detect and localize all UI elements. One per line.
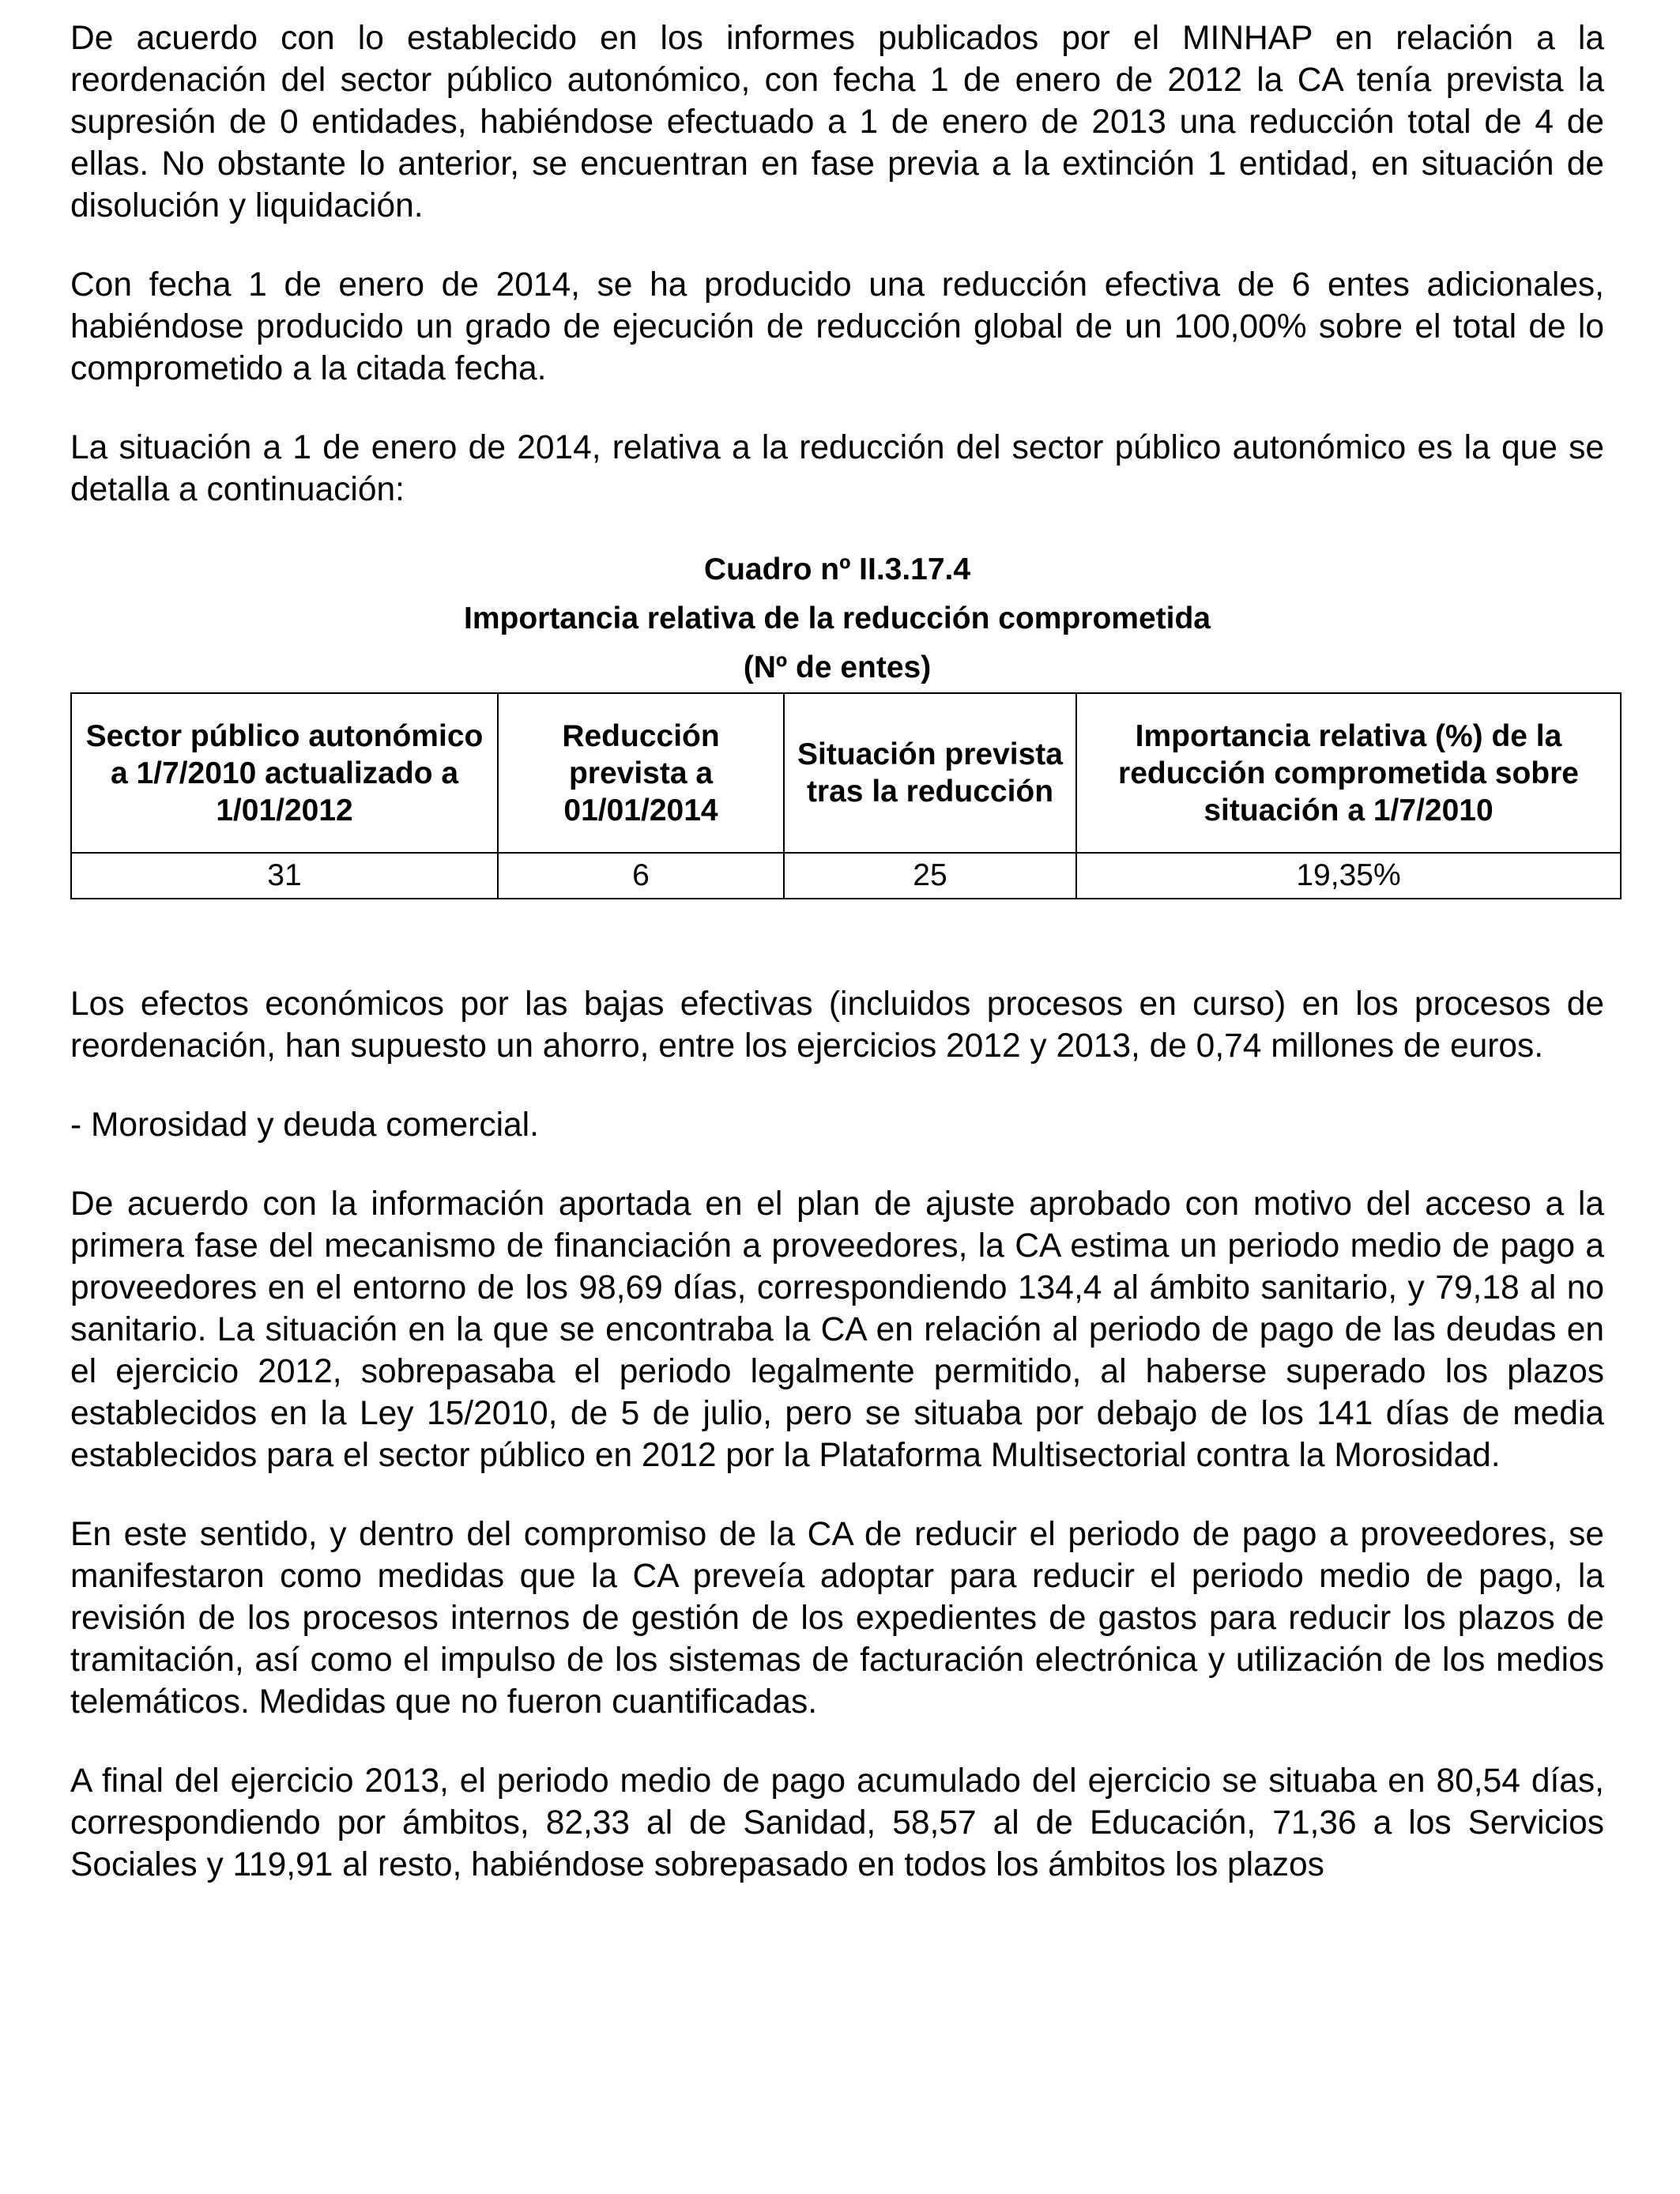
- reduction-table: [70, 692, 1622, 899]
- table-header-row: [71, 693, 1621, 853]
- paragraph-efectos-economicos: Los efectos económicos por las bajas efectivas (incluidos procesos en curso) en los procesos de reordenación, han supuesto un ahorro, entre los ejercicios 2012 y 2013, de 0,74 millones de euros.: [70, 986, 1604, 1065]
- section-heading-morosidad: - Morosidad y deuda comercial.: [70, 1106, 539, 1144]
- paragraph-reduccion-2014: Con fecha 1 de enero de 2014, se ha producido una reducción efectiva de 6 entes adicionales, habiéndose producido un grado de ejecución de reducción global de un 100,00% sobre el total de lo comprometido a la citada fecha.: [70, 266, 1604, 387]
- table-unit: (Nº de entes): [743, 650, 932, 684]
- cell-importancia-relativa: 19,35%: [1076, 853, 1621, 899]
- header-situacion-prevista: Situación prevista tras la reducción: [784, 693, 1076, 853]
- paragraph-reordenacion: De acuerdo con lo establecido en los informes publicados por el MINHAP en relación a la reordenación del sector público autonómico, con fecha 1 de enero de 2012 la CA tenía prevista la supresión de 0 entidades, habiéndose efectuado a 1 de enero de 2013 una reducción total de 4 de ellas. No obstante lo anterior, se encuentran en fase previa a la extinción 1 entidad, en situación de disolución y liquidación.: [70, 20, 1604, 224]
- paragraph-final-ejercicio: A final del ejercicio 2013, el periodo medio de pago acumulado del ejercicio se situaba en 80,54 días, correspondiendo por ámbitos, 82,33 al de Sanidad, 58,57 al de Educación, 71,36 a los Servicios Sociales y 119,91 al resto, habiéndose sobrepasado en todos los ámbitos los plazos: [70, 1762, 1604, 1883]
- table-row: [71, 853, 1621, 899]
- paragraph-plan-ajuste: De acuerdo con la información aportada en el plan de ajuste aprobado con motivo del acceso a la primera fase del mecanismo de financiación a proveedores, la CA estima un periodo medio de pago a proveedores en el entorno de los 98,69 días, correspondiendo 134,4 al ámbito sanitario, y 79,18 al no sanitario. La situación en la que se encontraba la CA en relación al periodo de pago de las deudas en el ejercicio 2012, sobrepasaba el periodo legalmente permitido, al haberse superado los plazos establecidos en la Ley 15/2010, de 5 de julio, pero se situaba por debajo de los 141 días de media establecidos para el sector público en 2012 por la Plataforma Multisectorial contra la Morosidad.: [70, 1186, 1604, 1474]
- cell-situacion-prevista: 25: [784, 853, 1076, 899]
- paragraph-situacion: La situación a 1 de enero de 2014, relativa a la reducción del sector público autonómico es la que se detalla a continuación:: [70, 429, 1604, 508]
- paragraph-compromiso: En este sentido, y dentro del compromiso de la CA de reducir el periodo de pago a proveedores, se manifestaron como medidas que la CA preveía adoptar para reducir el periodo medio de pago, la revisión de los procesos internos de gestión de los expedientes de gastos para reducir los plazos de tramitación, así como el impulso de los sistemas de facturación electrónica y utilización de los medios telemáticos. Medidas que no fueron cuantificadas.: [70, 1516, 1604, 1721]
- document-page: [70, 17, 1604, 1886]
- table-title: Importancia relativa de la reducción comprometida: [464, 601, 1211, 635]
- header-reduccion-prevista: Reducción prevista a 01/01/2014: [498, 693, 784, 853]
- table-caption: [70, 545, 1604, 692]
- table-number: Cuadro nº II.3.17.4: [703, 552, 971, 586]
- cell-reduccion-prevista: 6: [498, 853, 784, 899]
- cell-sector-publico: 31: [71, 853, 498, 899]
- header-importancia-relativa: Importancia relativa (%) de la reducción comprometida sobre situación a 1/7/2010: [1076, 693, 1621, 853]
- header-sector-publico: Sector público autonómico a 1/7/2010 actualizado a 1/01/2012: [71, 693, 498, 853]
